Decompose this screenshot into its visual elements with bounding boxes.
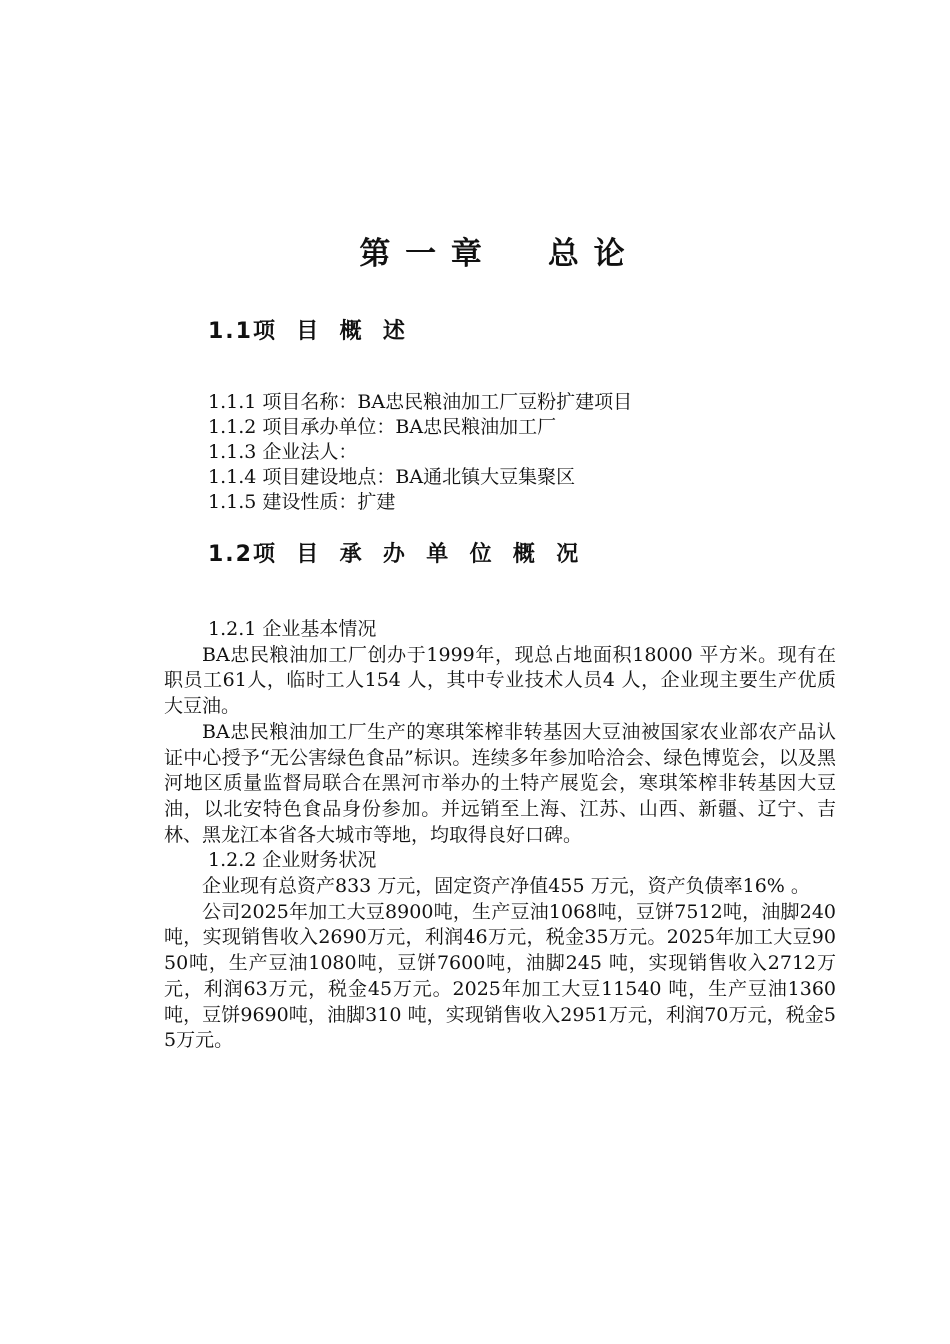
subsection-title-1-2-2: 1.2.2 企业财务状况 [208,849,377,872]
list-item: 1.1.3 企业法人： [208,441,358,463]
chapter-title: 第 一 章 总 论 [359,236,627,272]
paragraph: BA忠民粮油加工厂生产的寒琪笨榨非转基因大豆油被国家农业部农产品认证中心授予“无公害绿色食品”标识。连续多年参加哈洽会、绿色博览会，以及黑河地区质量监督局联合在黑河市举办的土特产展览会，寒琪笨榨非转基因大豆油，以北安特色食品身份参加。并远销至上海、江苏、山西、新疆、辽宁、吉林、黑龙江本省各大城市等地，均取得良好口碑。 [164,720,836,846]
section-heading-1-2: 1.2项 目 承 办 单 位 概 况 [208,542,581,567]
list-item: 1.1.1 项目名称：BA忠民粮油加工厂豆粉扩建项目 [208,391,633,413]
subsection-title-1-2-1: 1.2.1 企业基本情况 [208,618,377,640]
section-heading-1-1: 1.1项 目 概 述 [208,319,407,344]
list-item: 1.1.4 项目建设地点：BA通北镇大豆集聚区 [208,466,576,488]
section-body [164,617,836,1054]
list-item: 1.1.5 建设性质：扩建 [208,491,396,513]
list-item: 1.1.2 项目承办单位：BA忠民粮油加工厂 [208,416,557,438]
project-info-list [208,390,632,515]
paragraph: BA忠民粮油加工厂创办于1999年，现总占地面积18000 平方米。现有在职员工61人，临时工人154 人，其中专业技术人员4 人，企业现主要生产优质大豆油。 [164,643,836,718]
paragraph: 公司2025年加工大豆8900吨，生产豆油1068吨，豆饼7512吨，油脚240 吨，实现销售收入2690万元，利润46万元，税金35万元。2025年加工大豆9050吨，生产豆油1080吨，豆饼7600吨，油脚245 吨，实现销售收入2712万元，利润63万元，税金45万元。2025年加工大豆11540 吨，生产豆油1360吨，豆饼9690吨，油脚310 吨，实现销售收入2951万元，利润70万元，税金55万元。 [164,900,836,1052]
paragraph: 企业现有总资产833 万元，固定资产净值455 万元，资产负债率16% 。 [202,875,810,898]
